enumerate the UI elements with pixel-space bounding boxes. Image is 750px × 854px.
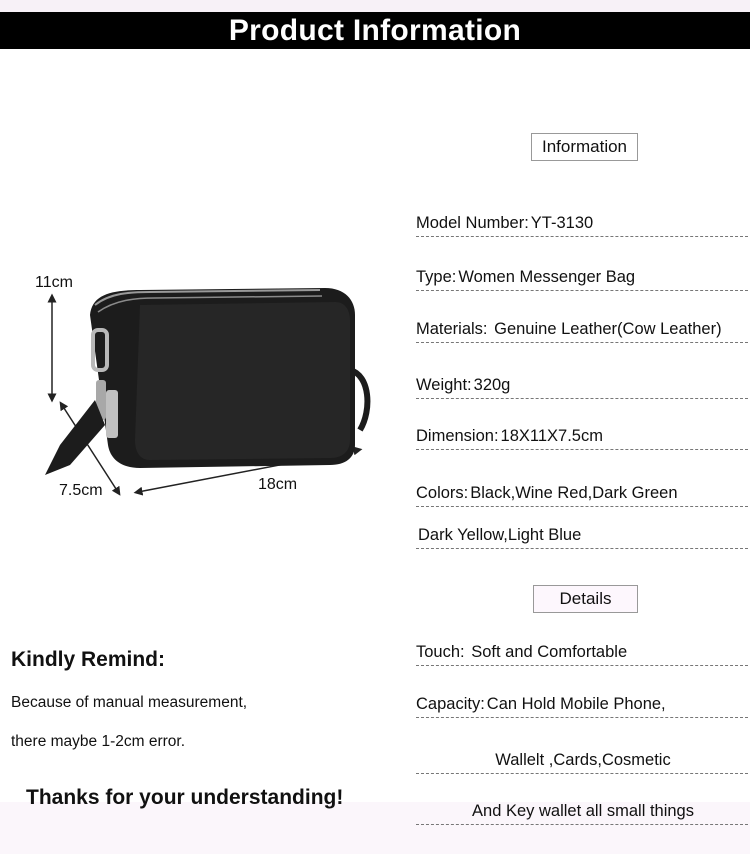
remind-title: Kindly Remind:: [11, 648, 166, 671]
remind-line-2: there maybe 1-2cm error.: [11, 733, 186, 750]
spec-value: Wallelt ,Cards,Cosmetic: [495, 751, 671, 769]
spec-value: And Key wallet all small things: [472, 802, 694, 820]
spec-key: Weight:: [416, 376, 472, 394]
details-label: Details: [533, 585, 638, 613]
spec-touch: [416, 641, 748, 666]
spec-key: Capacity:: [416, 695, 485, 713]
spec-model-number: [416, 212, 748, 237]
depth-label: 7.5cm: [59, 482, 103, 499]
spec-colors: [416, 482, 748, 507]
spec-key: Model Number:: [416, 214, 529, 232]
spec-value: Black,Wine Red,Dark Green: [470, 484, 678, 502]
remind-line-1: Because of manual measurement,: [11, 694, 248, 711]
spec-value: Can Hold Mobile Phone,: [486, 695, 666, 713]
spec-value: Soft and Comfortable: [466, 643, 628, 661]
spec-value: Dark Yellow,Light Blue: [418, 526, 582, 544]
information-label: Information: [531, 133, 638, 161]
spec-value: Women Messenger Bag: [458, 268, 636, 286]
thanks-text: Thanks for your understanding!: [26, 786, 344, 809]
spec-key: Dimension:: [416, 427, 499, 445]
height-label: 11cm: [35, 274, 73, 291]
spec-key: Materials:: [416, 320, 488, 338]
spec-capacity-cont: [416, 749, 748, 774]
spec-capacity-cont2: [416, 800, 748, 825]
spec-value: YT-3130: [530, 214, 594, 232]
page-title: Product Information: [0, 12, 750, 49]
top-strip: [0, 0, 750, 12]
spec-weight: [416, 374, 748, 399]
spec-key: Type:: [416, 268, 457, 286]
spec-capacity: [416, 693, 748, 718]
spec-value: 320g: [473, 376, 511, 394]
spec-key: Colors:: [416, 484, 469, 502]
spec-key: Touch:: [416, 643, 465, 661]
spec-type: [416, 266, 748, 291]
product-image: [0, 260, 400, 510]
spec-colors-cont: [416, 524, 748, 549]
spec-materials: [416, 318, 748, 343]
spec-value: Genuine Leather(Cow Leather): [489, 320, 722, 338]
spec-value: 18X11X7.5cm: [500, 427, 603, 445]
spec-dimension: [416, 425, 748, 450]
width-label: 18cm: [258, 476, 298, 493]
